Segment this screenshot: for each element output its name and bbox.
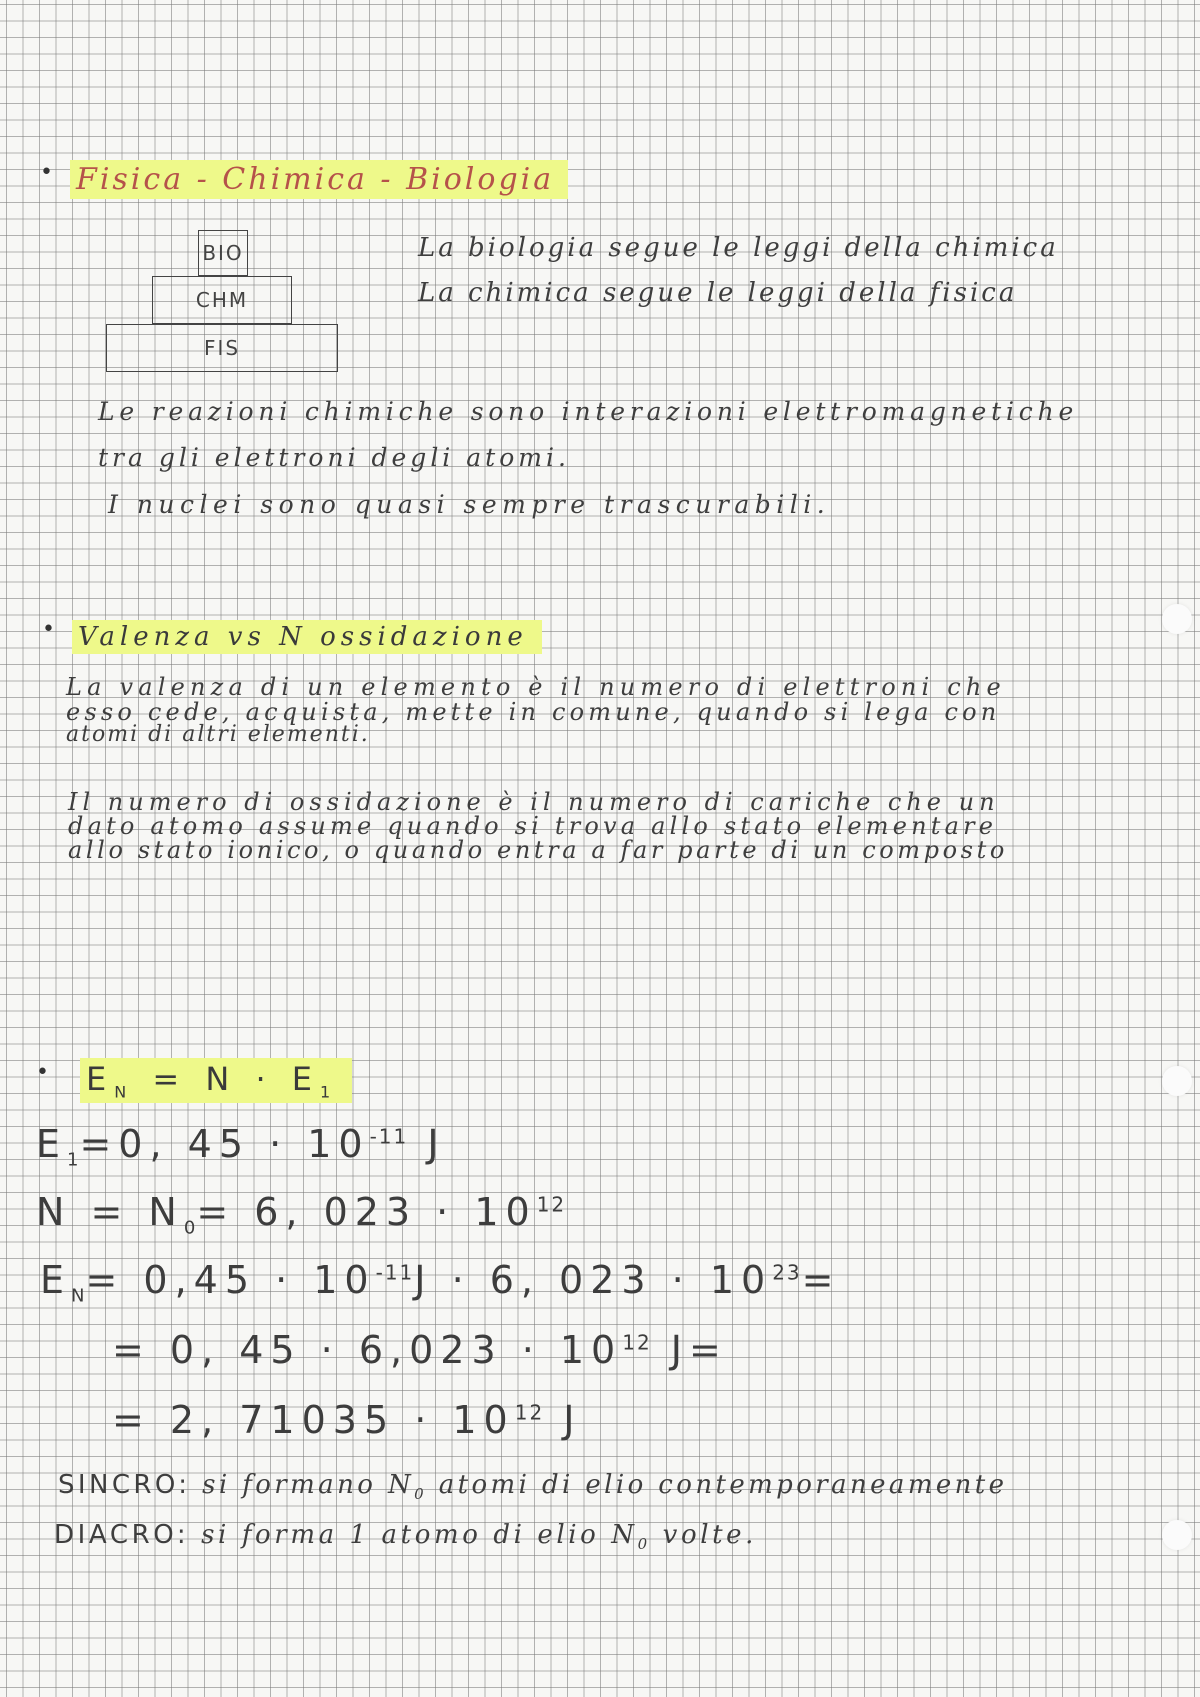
- punch-hole-3: [1162, 1520, 1192, 1550]
- eq-n: [36, 1190, 566, 1239]
- eq-n-rest: = 6, 023 · 10: [196, 1190, 537, 1234]
- energy-subscript-1: 1: [320, 1082, 339, 1102]
- eq-en-symbol: E: [40, 1258, 72, 1302]
- chemistry-rule: La chimica segue le leggi della fisica: [418, 278, 1018, 308]
- ossidazione-line-1: Il numero di ossidazione è il numero di cariche che un: [68, 788, 1000, 816]
- sincro-line: [58, 1470, 1007, 1503]
- eq-n-exp: 12: [536, 1192, 567, 1217]
- eq-result-a: = 2, 71035 · 10: [112, 1398, 515, 1442]
- valenza-line-3: atomi di altri elementi.: [66, 722, 370, 747]
- bullet-1: •: [40, 160, 53, 185]
- reactions-line-2: tra gli elettroni degli atomi.: [98, 443, 570, 472]
- eq-en-a: = 0,45 · 10: [85, 1258, 376, 1302]
- diacro-sub: 0: [637, 1535, 651, 1554]
- eq-e1-body: =0, 45 · 10: [79, 1122, 370, 1166]
- eq-e1-symbol: E: [36, 1122, 68, 1166]
- diacro-line: [54, 1520, 757, 1553]
- punch-hole-1: [1162, 604, 1192, 634]
- eq-e1-sub: 1: [67, 1149, 80, 1171]
- diacro-rest: volte.: [650, 1520, 758, 1550]
- eq-n-body: N = N: [36, 1190, 184, 1234]
- valenza-line-2: esso cede, acquista, mette in comune, quando si lega con: [66, 698, 1001, 726]
- reactions-line-1: Le reazioni chimiche sono interazioni elettromagnetiche: [98, 397, 1079, 426]
- eq-e1-unit: J: [408, 1122, 446, 1166]
- diacro-label: DIACRO:: [54, 1520, 190, 1550]
- eq-step-2: [112, 1328, 728, 1372]
- energy-formula-rest: = N · E: [152, 1060, 321, 1098]
- sincro-text: si formano N: [202, 1470, 415, 1500]
- heading-valenza-ossidazione: Valenza vs N ossidazione: [72, 620, 542, 654]
- heading-fisica-chimica-biologia: Fisica - Chimica - Biologia: [70, 160, 568, 199]
- energy-symbol: E: [86, 1060, 115, 1098]
- bullet-3: •: [36, 1060, 49, 1085]
- reactions-line-3: I nuclei sono quasi sempre trascurabili.: [108, 490, 831, 519]
- eq-n-sub: 0: [183, 1217, 197, 1239]
- diacro-text: si forma 1 atomo di elio N: [201, 1520, 638, 1550]
- pyramid-bio: BIO: [198, 230, 248, 276]
- sincro-label: SINCRO:: [58, 1470, 191, 1500]
- eq-en-sub: N: [71, 1285, 86, 1307]
- eq-en: [40, 1258, 840, 1307]
- eq-en-c: =: [801, 1258, 841, 1302]
- energy-subscript-n: N: [114, 1082, 135, 1102]
- bullet-2: •: [42, 617, 55, 642]
- eq-step-2-exp: 12: [622, 1330, 652, 1355]
- eq-e1-exp: -11: [369, 1124, 409, 1149]
- pyramid-fis: FIS: [106, 324, 338, 372]
- pyramid-chm: CHM: [152, 276, 292, 324]
- eq-en-exp1: -11: [375, 1260, 415, 1285]
- heading-energy-formula: [80, 1058, 352, 1103]
- ossidazione-line-3: allo stato ionico, o quando entra a far parte di un composto: [68, 836, 1008, 864]
- biology-rule: La biologia segue le leggi della chimica: [418, 233, 1059, 263]
- eq-result-exp: 12: [514, 1400, 545, 1425]
- eq-step-2-a: = 0, 45 · 6,023 · 10: [112, 1328, 623, 1372]
- eq-result: [112, 1398, 581, 1442]
- sincro-rest: atomi di elio contemporaneamente: [427, 1470, 1008, 1500]
- eq-en-b: J · 6, 023 · 10: [414, 1258, 773, 1302]
- eq-e1: [36, 1122, 446, 1171]
- eq-step-2-b: J=: [651, 1328, 728, 1372]
- sincro-sub: 0: [414, 1485, 428, 1504]
- eq-en-exp2: 23: [772, 1260, 802, 1285]
- valenza-line-1: La valenza di un elemento è il numero di elettroni che: [66, 673, 1006, 701]
- ossidazione-line-2: dato atomo assume quando si trova allo stato elementare: [68, 812, 998, 840]
- eq-result-b: J: [544, 1398, 582, 1442]
- punch-hole-2: [1162, 1066, 1192, 1096]
